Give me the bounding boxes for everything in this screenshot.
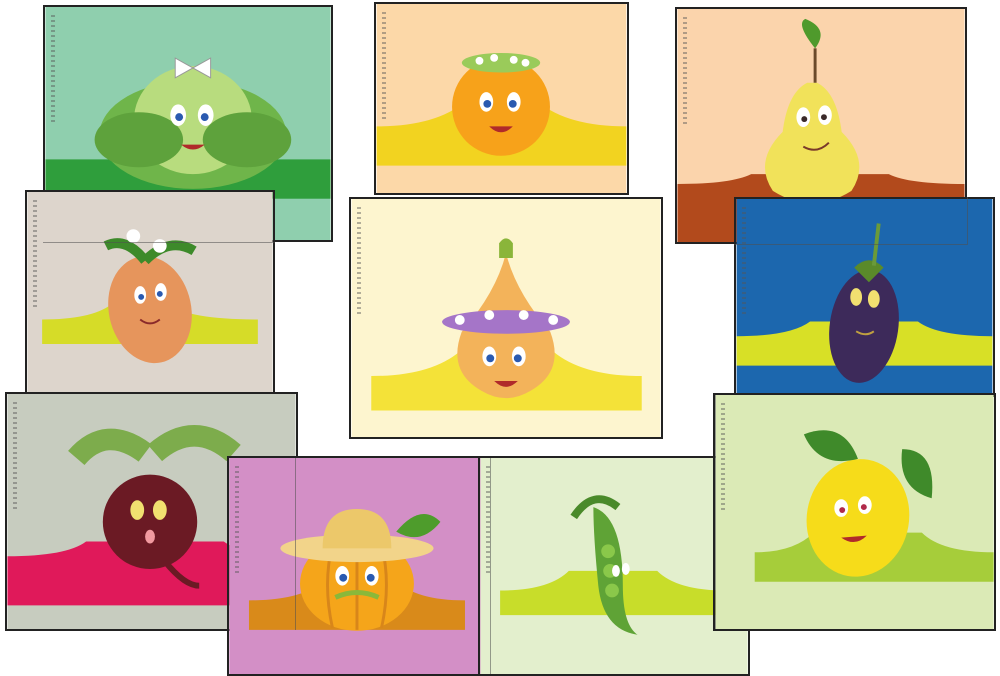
card-fineprint (33, 200, 37, 310)
squash-with-hat-illustration (229, 458, 482, 674)
card-squash (227, 456, 484, 676)
card-fineprint (683, 17, 687, 127)
card-fineprint (51, 15, 55, 125)
card-fineprint (486, 466, 490, 576)
card-fineprint (357, 207, 361, 317)
orange-pumpkin-illustration (376, 4, 627, 193)
card-fineprint (235, 466, 239, 576)
eggplant-illustration (736, 199, 993, 395)
card-fineprint (742, 207, 746, 317)
card-fineprint (382, 12, 386, 122)
card-peas (478, 456, 750, 676)
card-potato (25, 190, 275, 395)
card-eggplant (734, 197, 995, 397)
card-lemon (713, 393, 996, 631)
lemon-illustration (715, 395, 994, 629)
card-fineprint (721, 403, 725, 513)
onion-illustration (351, 199, 661, 437)
card-pumpkin-orange (374, 2, 629, 195)
potato-illustration (27, 192, 273, 393)
card-fineprint (13, 402, 17, 512)
pea-pod-illustration (480, 458, 748, 674)
card-onion (349, 197, 663, 439)
